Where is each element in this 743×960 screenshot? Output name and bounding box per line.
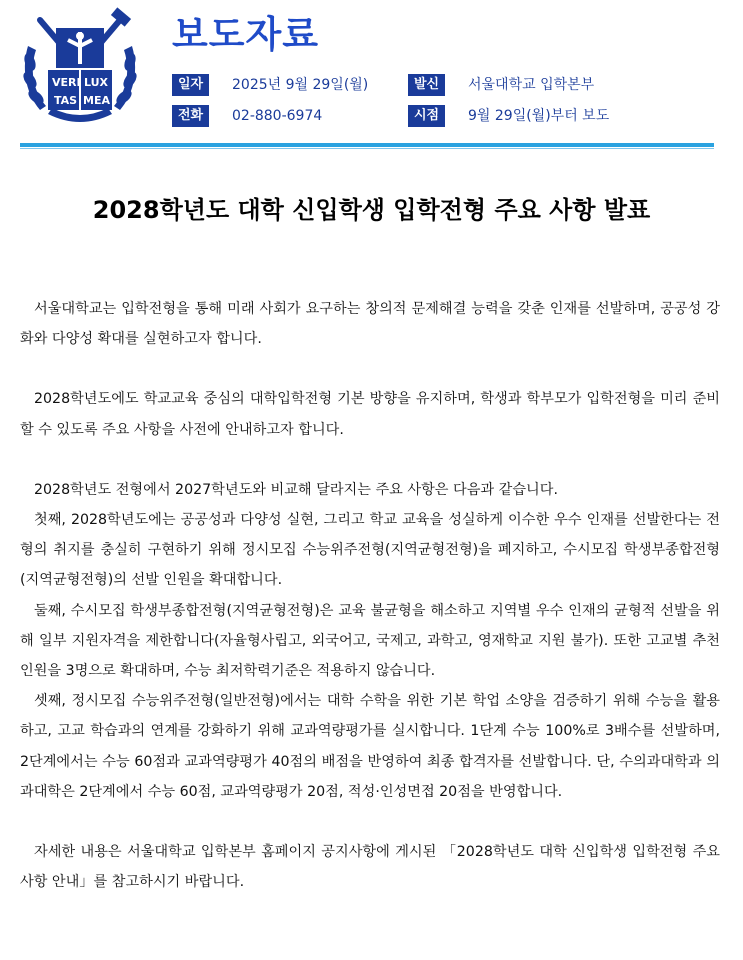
paragraph-changes-lead: 2028학년도 전형에서 2027학년도와 비교해 달라지는 주요 사항은 다음과 같습니다. <box>34 481 558 498</box>
press-release-title: 보도자료 <box>172 13 319 56</box>
sender-value: 서울대학교 입학본부 <box>468 77 595 93</box>
emblem-text-mea: MEA <box>83 94 110 107</box>
release-time-label: 시점 <box>408 105 445 127</box>
snu-emblem-icon <box>18 6 142 130</box>
emblem-text-lux: LUX <box>84 76 109 89</box>
press-release-header <box>0 0 743 160</box>
paragraph-third: 셋째, 정시모집 수능위주전형(일반전형)에서는 대학 수학을 위한 기본 학업 소양을 검증하기 위해 수능을 활용하고, 고교 학습과의 연계를 강화하기 위해 교과역량평가를 실시합니다. 1단계 수능 100%로 3배수를 선발하며, 2단계에서는 수능 60점과 교과역량평가 40점의 배점을 반영하여 최종 합격자를 선발합니다. 단, 수의과대학과 의과대학은 2단계에서 수능 60점, 교과역량평가 20점, 적성·인성면접 20점을 반영합니다. <box>20 693 720 800</box>
emblem-text-veri: VERI <box>52 76 81 89</box>
paragraph-intro: 서울대학교는 입학전형을 통해 미래 사회가 요구하는 창의적 문제해결 능력을 갖춘 인재를 선발하며, 공공성 강화와 다양성 확대를 실현하고자 합니다. <box>20 301 720 348</box>
sender-label: 발신 <box>408 74 445 96</box>
header-divider <box>20 143 714 147</box>
date-label: 일자 <box>172 74 209 96</box>
header-divider-thin <box>20 148 714 149</box>
paragraph-second: 둘째, 수시모집 학생부종합전형(지역균형전형)은 교육 불균형을 해소하고 지역별 우수 인재의 균형적 선발을 위해 일부 지원자격을 제한합니다(자율형사립고, 외국어고, 국제고, 과학고, 영재학교 지원 불가). 또한 고교별 추천인원을 3명으로 확대하며, 수능 최저학력기준은 적용하지 않습니다. <box>20 602 720 680</box>
emblem-text-tas: TAS <box>54 94 78 107</box>
release-time-value: 9월 29일(월)부터 보도 <box>468 108 610 124</box>
document-title: 2028학년도 대학 신입학생 입학전형 주요 사항 발표 <box>92 196 651 224</box>
phone-value: 02-880-6974 <box>232 108 323 124</box>
document-body <box>20 294 720 897</box>
phone-label: 전화 <box>172 105 209 127</box>
paragraph-direction: 2028학년도에도 학교교육 중심의 대학입학전형 기본 방향을 유지하며, 학생과 학부모가 입학전형을 미리 준비할 수 있도록 주요 사항을 사전에 안내하고자 합니다. <box>20 391 720 438</box>
paragraph-first: 첫째, 2028학년도에는 공공성과 다양성 실현, 그리고 학교 교육을 성실하게 이수한 우수 인재를 선발한다는 전형의 취지를 충실히 구현하기 위해 정시모집 수능위주전형(지역균형전형)을 폐지하고, 수시모집 학생부종합전형(지역균형전형)의 선발 인원을 확대합니다. <box>20 512 720 589</box>
paragraph-reference: 자세한 내용은 서울대학교 입학본부 홈페이지 공지사항에 게시된 「2028학년도 대학 신입학생 입학전형 주요 사항 안내」를 참고하시기 바랍니다. <box>20 844 720 891</box>
date-value: 2025년 9월 29일(월) <box>232 77 369 93</box>
